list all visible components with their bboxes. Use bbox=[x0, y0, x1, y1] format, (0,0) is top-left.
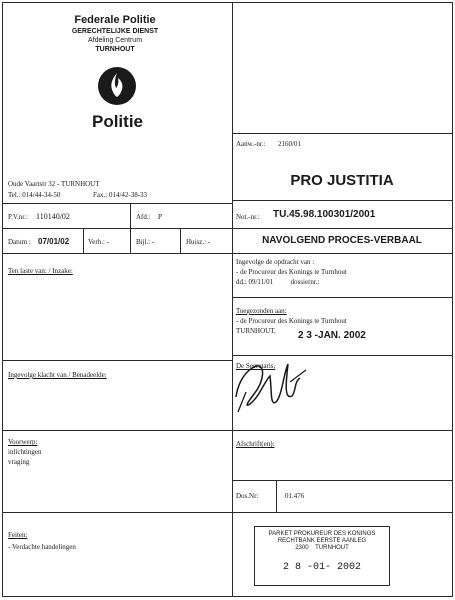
not-label: Not.-nr.: bbox=[236, 213, 260, 221]
address-tel: Tel.: 014/44-34-50 bbox=[8, 191, 61, 199]
header-block bbox=[30, 14, 200, 54]
dos-value: 01.476 bbox=[285, 492, 305, 500]
parket-stamp bbox=[254, 526, 390, 586]
frame-left-line bbox=[2, 2, 3, 597]
bijl-label: Bijl.: - bbox=[136, 238, 155, 246]
rule-title-bottom bbox=[232, 200, 452, 201]
rule-aanw bbox=[232, 133, 452, 134]
division-name: Afdeling Centrum bbox=[87, 37, 143, 44]
datum-value: 07/01/02 bbox=[38, 237, 70, 246]
voorwerp-line1: inlichtingen bbox=[8, 448, 42, 456]
ten-laste-label: Ten laste van: / Inzake: bbox=[8, 267, 73, 275]
pv-label: P.V.nr.: bbox=[8, 213, 28, 221]
frame-top-line bbox=[2, 2, 452, 3]
rule-tenlaste-bottom bbox=[2, 360, 232, 361]
rule-opdracht-bottom bbox=[232, 297, 452, 298]
opdracht-line2: - de Procureur des Konings te Turnhout bbox=[236, 268, 347, 276]
frame-right-line bbox=[452, 2, 453, 597]
city-name: TURNHOUT bbox=[95, 46, 135, 53]
sep-huisz bbox=[180, 228, 181, 253]
aanw-value: 2160/01 bbox=[278, 140, 301, 148]
opdracht-line1: Ingevolge de opdracht van : bbox=[236, 258, 315, 266]
verh-label: Verh.: - bbox=[88, 238, 109, 246]
opdracht-line3: dd.: 09/11/01 dossiernr.: bbox=[236, 278, 320, 286]
toegezonden-line1: - de Procureur des Konings te Turnhout bbox=[236, 317, 347, 325]
rule-afschrift-bottom bbox=[232, 480, 452, 481]
voorwerp-label: Voorwerp: bbox=[8, 438, 38, 446]
rule-klacht-bottom bbox=[2, 430, 452, 431]
document-title: PRO JUSTITIA bbox=[290, 172, 394, 189]
frame-bottom-line bbox=[2, 596, 452, 597]
huisz-label: Huisz.: - bbox=[186, 238, 211, 246]
feiten-label: Feiten: bbox=[8, 531, 28, 539]
toegezonden-line2: TURNHOUT, bbox=[236, 327, 276, 335]
sep-bijl bbox=[130, 228, 131, 253]
rule-pv-bottom bbox=[2, 228, 452, 229]
toegezonden-label: Toegezonden aan: bbox=[236, 307, 287, 315]
toegezonden-stamp-date: 2 3 -JAN. 2002 bbox=[298, 330, 366, 341]
afschrift-label: Afschrift(en): bbox=[236, 440, 275, 448]
signature-scribble bbox=[226, 352, 316, 422]
stamp-line1: PARKET PROKUREUR DES KONINGS bbox=[268, 531, 376, 537]
service-name: GERECHTELIJKE DIENST bbox=[71, 28, 159, 35]
pv-value: 110140/02 bbox=[36, 212, 70, 221]
klacht-label: Ingevolge klacht van / Benadeelde: bbox=[8, 371, 107, 379]
address-fax: Fax.: 014/42-38-33 bbox=[93, 191, 148, 199]
rule-voorwerp-bottom bbox=[2, 512, 452, 513]
logo-text: Politie bbox=[91, 112, 143, 131]
afd-label: Afd.: bbox=[136, 213, 151, 221]
stamp-line3: 2300 TURNHOUT bbox=[295, 545, 349, 551]
secretaris-label: De Secretaris, bbox=[236, 362, 276, 370]
feiten-line1: - Verdachte handelingen bbox=[8, 543, 76, 551]
datum-label: Datum : bbox=[8, 238, 31, 246]
stamp-line2: RECHTBANK EERSTE AANLEG bbox=[277, 538, 367, 544]
stamp-date: 2 8 -01- 2002 bbox=[282, 562, 361, 573]
sep-dos bbox=[276, 480, 277, 512]
dos-label: Dos.Nr: bbox=[236, 492, 259, 500]
voorwerp-line2: vraging bbox=[8, 458, 30, 466]
sep-afd bbox=[130, 203, 131, 228]
frame-center-line bbox=[232, 2, 233, 597]
address-street: Oude Vaartstr 32 - TURNHOUT bbox=[8, 180, 100, 188]
rule-pv-top bbox=[2, 203, 232, 204]
aanw-label: Aanw.-nr.: bbox=[236, 140, 266, 148]
afd-value: P bbox=[158, 213, 162, 221]
rule-datum-bottom bbox=[2, 253, 452, 254]
police-flame-logo-icon bbox=[97, 66, 137, 106]
sep-verh bbox=[83, 228, 84, 253]
subtitle: NAVOLGEND PROCES-VERBAAL bbox=[262, 235, 422, 246]
org-name: Federale Politie bbox=[74, 14, 156, 26]
not-value: TU.45.98.100301/2001 bbox=[273, 209, 376, 220]
